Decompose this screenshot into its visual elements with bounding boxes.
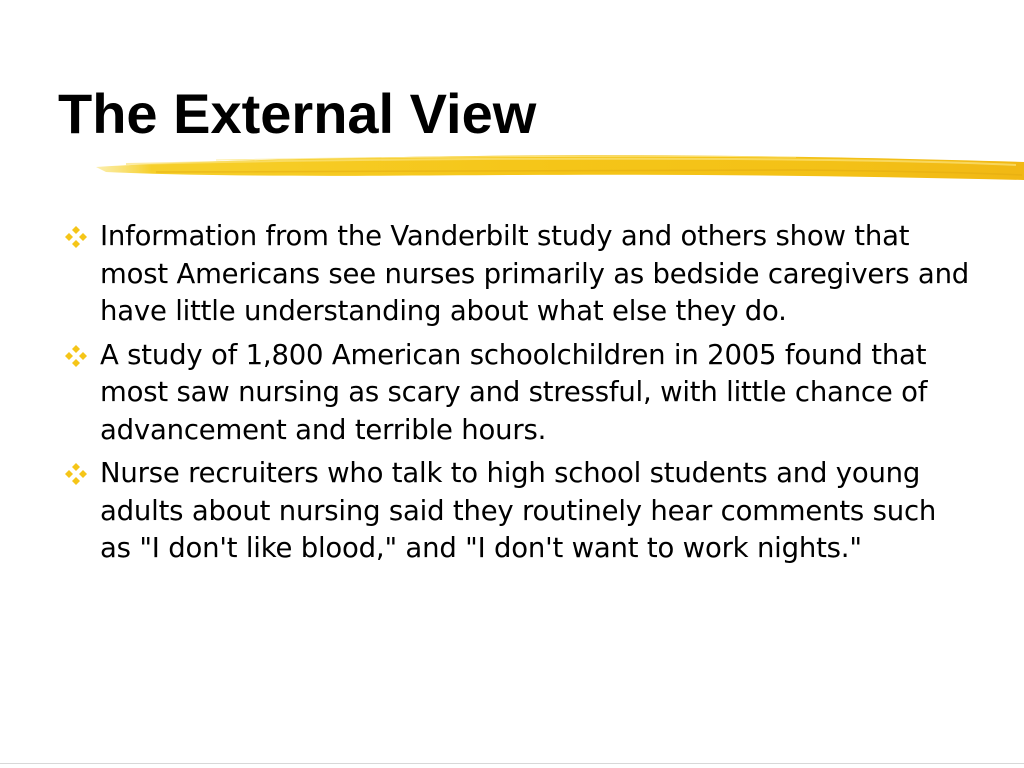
bullet-list	[62, 218, 972, 574]
four-diamond-bullet-icon	[64, 225, 88, 249]
four-diamond-bullet-icon	[64, 462, 88, 486]
bullet-text: Nurse recruiters who talk to high school students and young adults about nursing said they routinely hear comments such as "I don't like blood," and "I don't want to work nights."	[100, 457, 937, 564]
title-underline-brush	[96, 150, 1024, 186]
slide-title: The External View	[58, 82, 537, 145]
bullet-item	[62, 218, 972, 331]
bullet-text: A study of 1,800 American schoolchildren in 2005 found that most saw nursing as scary and stressful, with little chance of advancement and terrible hours.	[100, 338, 928, 446]
bullet-item	[62, 455, 972, 568]
bullet-text: Information from the Vanderbilt study and others show that most Americans see nurses primarily as bedside caregivers and have little understanding about what else they do.	[100, 220, 970, 327]
bullet-item	[62, 337, 972, 450]
bottom-divider	[0, 763, 1024, 764]
four-diamond-bullet-icon	[64, 344, 88, 368]
